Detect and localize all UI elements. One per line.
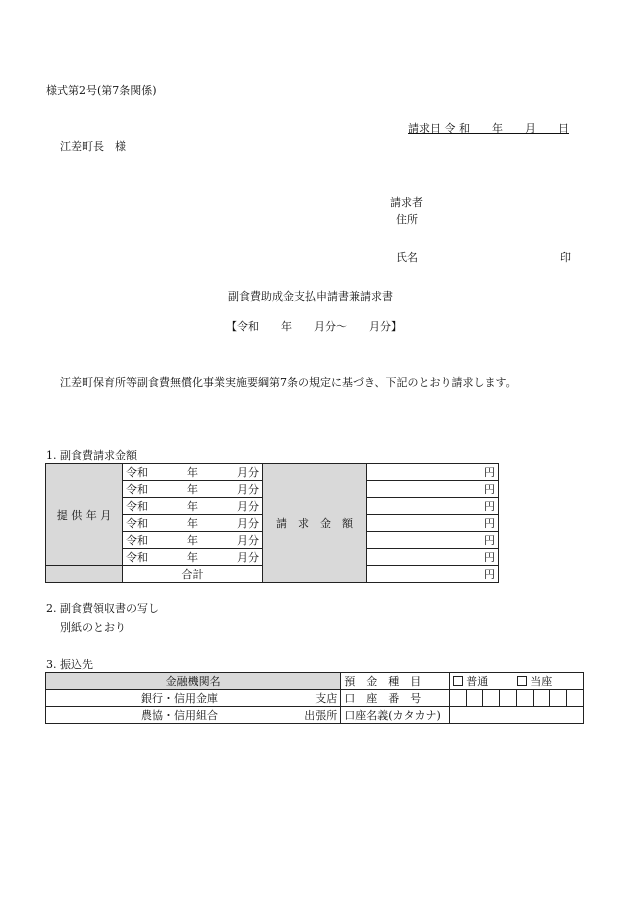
yen-cell: 円 — [367, 498, 499, 515]
provision-label: 提 供 年 月 — [46, 464, 123, 566]
section1-title: 1. 副食費請求金額 — [46, 449, 137, 462]
month-cell: 令和 年 月分 — [123, 549, 263, 566]
amount-label: 請 求 金 額 — [263, 464, 367, 583]
account-digit-cell[interactable] — [567, 690, 584, 707]
bank-header: 金融機関名 — [46, 673, 341, 690]
account-digit-cell[interactable] — [483, 690, 499, 707]
checkbox-icon[interactable] — [517, 676, 527, 686]
form-number: 様式第2号(第7条関係) — [46, 84, 157, 97]
yen-cell: 円 — [367, 549, 499, 566]
month-cell: 令和 年 月分 — [123, 481, 263, 498]
request-date: 請求日 令 和 年 月 日 — [408, 122, 569, 135]
body-text: 江差町保育所等副食費無償化事業実施要綱第7条の規定に基づき、下記のとおり請求します。 — [60, 376, 517, 389]
requester-label: 請求者 — [390, 196, 423, 209]
account-name-field[interactable] — [450, 707, 584, 724]
current-option: 当座 — [530, 675, 553, 688]
account-digit-cell[interactable] — [517, 690, 533, 707]
month-cell: 令和 年 月分 — [123, 498, 263, 515]
account-digit-cell[interactable] — [550, 690, 567, 707]
deposit-type-label: 預 金 種 目 — [341, 673, 450, 690]
section2-note: 別紙のとおり — [60, 621, 126, 634]
yen-cell: 円 — [367, 464, 499, 481]
account-number-label: 口 座 番 号 — [341, 690, 450, 707]
blank-cell — [46, 566, 123, 583]
deposit-type-options[interactable] — [450, 673, 584, 690]
account-digit-cell[interactable] — [499, 690, 516, 707]
doc-title: 副食費助成金支払申請書兼請求書 — [228, 290, 393, 303]
yen-cell: 円 — [367, 532, 499, 549]
bank-line2: 農協・信用組合 出張所 — [46, 707, 341, 724]
name-label: 氏名 — [396, 251, 418, 264]
account-name-label: 口座名義(カタカナ) — [341, 707, 450, 724]
ordinary-option: 普通 — [466, 675, 489, 688]
bank-table — [45, 672, 584, 724]
month-cell: 令和 年 月分 — [123, 532, 263, 549]
month-cell: 令和 年 月分 — [123, 464, 263, 481]
section2-title: 2. 副食費領収書の写し — [46, 602, 159, 615]
section3-title: 3. 振込先 — [46, 658, 93, 671]
period: 【令和 年 月分～ 月分】 — [226, 320, 402, 333]
addressee: 江差町長 様 — [60, 140, 126, 153]
account-digit-cell[interactable] — [450, 690, 466, 707]
account-digit-cell[interactable] — [466, 690, 482, 707]
total-yen-cell: 円 — [367, 566, 499, 583]
yen-cell: 円 — [367, 515, 499, 532]
checkbox-icon[interactable] — [453, 676, 463, 686]
account-digit-cell[interactable] — [533, 690, 549, 707]
address-label: 住所 — [396, 213, 418, 226]
total-label: 合計 — [123, 566, 263, 583]
seal-label: 印 — [560, 251, 571, 264]
bank-line1: 銀行・信用金庫 支店 — [46, 690, 341, 707]
claim-amount-table — [45, 463, 499, 583]
month-cell: 令和 年 月分 — [123, 515, 263, 532]
yen-cell: 円 — [367, 481, 499, 498]
